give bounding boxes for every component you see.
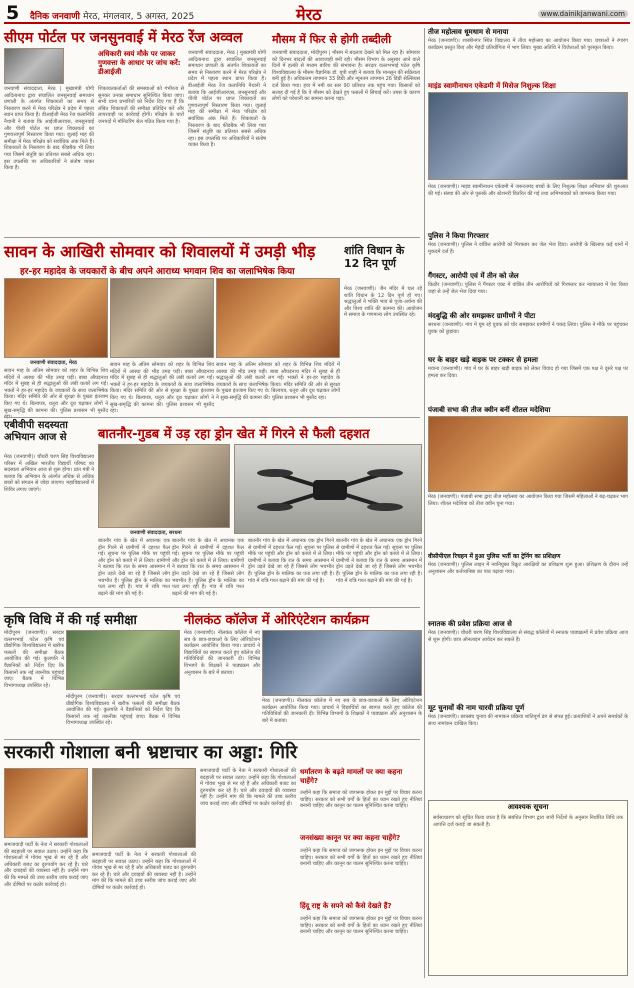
story5-caption: जनवाणी संवाददाता, सरधना [130, 530, 182, 536]
story2-body: जनवाणी संवाददाता, मोदीपुरम | मौसम में बदलाव देखने को मिल रहा है। सोमवार को दिनभर बादलों की आवाजाही बनी रही। मौसम विभाग के अनुसार आने वाले दिनों में हल्की से मध्यम बारिश की संभावना है। सरदार वल्लभभाई पटेल कृषि विश्वविद्यालय के मौसम वैज्ञानिक डॉ. यूपी शाही ने बताया कि मानसून की सक्रियता बनी हुई है। अधिकतम तापमान 33 डिग्री और न्यूनतम तापमान 26 डिग्री सेल्सियस दर्ज किया गया। हवा में नमी का स्तर 90 प्रतिशत तक पहुंच गया। किसानों को सलाह दी गई है कि वे मौसम को देखते हुए फसलों में सिंचाई करें। उमस के कारण लोगों को परेशानी का सामना करना पड़ा। [272, 50, 420, 103]
sidebar-item5-head: मंदबुद्धि की ओर समझकर ग्रामीणों ने पीटा [428, 312, 536, 320]
sidebar-item6-head: घर के बाहर खड़े बाइक पर टक्कर से हमला [428, 356, 538, 364]
notice-box [428, 800, 628, 976]
story8-photo1 [4, 768, 88, 838]
sidebar-item4-body: किठौर (जनवाणी)। पुलिस ने गैंगस्टर एक्ट में वांछित तीन आरोपियों को गिरफ्तार कर न्यायालय में पेश किया जहां से उन्हें जेल भेज दिया गया। [428, 282, 628, 295]
story7-body-col1: मेरठ (जनवाणी)। नीलकंठ कॉलेज में नए सत्र के छात्र-छात्राओं के लिए ओरिएंटेशन कार्यक्रम आयोजित किया गया। प्राचार्य ने विद्यार्थियों का स्वागत करते हुए कॉलेज की गतिविधियों की जानकारी दी। विभिन्न विभागों के शिक्षकों ने पाठ्यक्रम और अनुशासन के बारे में बताया। [184, 630, 260, 676]
story3-side-body: मेरठ (जनवाणी)। जैन मंदिर में चल रहे शांति विधान के 12 दिन पूर्ण हो गए। श्रद्धालुओं ने भक्ति भाव से पूजा-अर्चना की और विश्व शांति की कामना की। आयोजन में समाज के गणमान्य लोग उपस्थित रहे। [344, 286, 422, 319]
story8-body-col1: समाजवादी पार्टी के नेता ने सरकारी गोशालाओं की बदहाली पर सवाल उठाए। उन्होंने कहा कि गोशालाओं में गोवंश भूख से मर रहे हैं और अधिकारी बजट का दुरुपयोग कर रहे हैं। चारे और दवाइयों की व्यवस्था नहीं है। उन्होंने मांग की कि मामले की उच्च स्तरीय जांच कराई जाए और दोषियों पर कठोर कार्रवाई हो। [4, 842, 88, 888]
story5-body-col3: बातनौर गांव के खेत में अचानक एक ड्रोन गिरने से ग्रामीणों में दहशत फैल गई। सूचना पर पुलिस मौके पर पहुंची और ड्रोन को कब्जे में ले लिया। ग्रामीणों ने बताया कि रात के समय आसमान में ड्रोन उड़ते देखे जा रहे हैं जिससे लोग भयभीत हैं। पुलिस ड्रोन के मालिक का पता लगा रही है। गांव में रात्रि गश्त बढ़ाने की मांग की गई है। [248, 538, 334, 584]
story8-side-body2: उन्होंने कहा कि समाज को जागरूक होकर इन मुद्दों पर विचार करना चाहिए। सरकार को सभी वर्गों के हितों का ध्यान रखते हुए नीतियां बनानी चाहिए और कानून का पालन सुनिश्चित करना चाहिए। [300, 848, 422, 868]
story5-body-col1: बातनौर गांव के खेत में अचानक एक ड्रोन गिरने से ग्रामीणों में दहशत फैल गई। सूचना पर पुलिस मौके पर पहुंची और ड्रोन को कब्जे में ले लिया। ग्रामीणों ने बताया कि रात के समय आसमान में ड्रोन उड़ते देखे जा रहे हैं जिससे लोग भयभीत हैं। पुलिस ड्रोन के मालिक का पता लगा रही है। गांव में रात्रि गश्त बढ़ाने की मांग की गई है। [98, 538, 170, 597]
story1-cont: जनवाणी संवाददाता, मेरठ | मुख्यमंत्री योगी आदित्यनाथ द्वारा संचालित जनसुनवाई समाधान प्रणाली के अंतर्गत शिकायतों का समय से निस्तारण करने में मेरठ परिक्षेत्र ने प्रदेश में पहला स्थान प्राप्त किया है। डीआईजी मेरठ रेंज कलानिधि नैथानी ने बताया कि आईजीआरएस, जनसुनवाई और पीजी पोर्टल पर प्राप्त शिकायतों का गुणवत्तापूर्ण निस्तारण किया गया। जुलाई माह की समीक्षा में मेरठ परिक्षेत्र को सर्वाधिक अंक मिले हैं। शिकायतों के निस्तारण के बाद फीडबैक भी लिया गया जिसमें संतुष्टि का प्रतिशत सबसे अधिक रहा। इस उपलब्धि पर अधिकारियों ने संतोष व्यक्त किया है। [188, 50, 266, 149]
story5-body-col2: बातनौर गांव के खेत में अचानक एक ड्रोन गिरने से ग्रामीणों में दहशत फैल गई। सूचना पर पुलिस मौके पर पहुंची और ड्रोन को कब्जे में ले लिया। ग्रामीणों ने बताया कि रात के समय आसमान में ड्रोन उड़ते देखे जा रहे हैं जिससे लोग भयभीत हैं। पुलिस ड्रोन के मालिक का पता लगा रही है। गांव में रात्रि गश्त बढ़ाने की मांग की गई है। [172, 538, 244, 597]
story1-photo [4, 48, 64, 84]
sidebar-item7-photo [428, 416, 628, 492]
sidebar-item8-head: वीसीपीएल रिचहन में हुआ पुलिस भर्ती का ट्रेनिंग का प्रशिक्षण [428, 553, 561, 560]
story6-headline: कृषि विधि में की गई समीक्षा [4, 613, 137, 628]
story8-side-headline3: हिंदू राष्ट्र के सपने को कैसे देखते हैं? [300, 902, 392, 910]
masthead [4, 2, 630, 24]
story3-subhead: हर-हर महादेव के जयकारों के बीच अपने आराध्य भगवान शिव का जलाभिषेक किया [20, 267, 295, 277]
divider [4, 417, 420, 418]
sidebar-item1-head: तीज महोत्सव धूमधाम से मनाया [428, 28, 509, 36]
story3-side-headline: शांति विधान के 12 दिन पूर्ण [344, 244, 405, 270]
sidebar-item2-body: मेरठ (जनवाणी)। माइंड स्वामीनाथन एकेडमी में जरूरतमंद बच्चों के लिए निशुल्क शिक्षा अभियान की शुरुआत की गई। संस्था की ओर से पुस्तकें और स्टेशनरी वितरित की गई तथा अभिभावकों को जागरूक किया गया। [428, 184, 628, 197]
story5-photo-crowd [98, 444, 230, 528]
story7-body-col2: मेरठ (जनवाणी)। नीलकंठ कॉलेज में नए सत्र के छात्र-छात्राओं के लिए ओरिएंटेशन कार्यक्रम आयोजित किया गया। प्राचार्य ने विद्यार्थियों का स्वागत करते हुए कॉलेज की गतिविधियों की जानकारी दी। विभिन्न विभागों के शिक्षकों ने पाठ्यक्रम और अनुशासन के बारे में बताया। [262, 698, 422, 724]
story4-body: मेरठ (जनवाणी)। चौधरी चरण सिंह विश्वविद्यालय परिसर में अखिल भारतीय विद्यार्थी परिषद का सदस्यता अभियान आज से शुरू होगा। प्रांत मंत्री ने बताया कि अभियान के अंतर्गत अधिक से अधिक छात्रों को संगठन से जोड़ा जाएगा। महाविद्यालयों में शिविर लगाए जाएंगे। [4, 454, 94, 493]
notice-body: सर्वसाधारण को सूचित किया जाता है कि संबंधित विभाग द्वारा जारी निर्देशों के अनुसार निर्धारित तिथि तक आपत्ति दर्ज कराई जा सकती है। [433, 815, 623, 828]
story3-photo1 [4, 278, 108, 358]
story1-subhead-body: शिकायतकर्ताओं की समस्याओं को गंभीरता से सुनकर उनका समाधान सुनिश्चित किया जाए। सभी थाना प्रभारियों को निर्देश दिए गए हैं कि लंबित शिकायतों की समीक्षा प्रतिदिन करें और लापरवाही पर कार्रवाई होगी। परिक्षेत्र के चारों जनपदों में मॉनिटरिंग सेल गठित किया गया है। [98, 86, 184, 125]
story8-body-col2: समाजवादी पार्टी के नेता ने सरकारी गोशालाओं की बदहाली पर सवाल उठाए। उन्होंने कहा कि गोशालाओं में गोवंश भूख से मर रहे हैं और अधिकारी बजट का दुरुपयोग कर रहे हैं। चारे और दवाइयों की व्यवस्था नहीं है। उन्होंने मांग की कि मामले की उच्च स्तरीय जांच कराई जाए और दोषियों पर कठोर कार्रवाई हो। [92, 852, 196, 891]
story2-headline: मौसम में फिर से होगी तब्दीली [272, 33, 392, 46]
story8-body-col3: समाजवादी पार्टी के नेता ने सरकारी गोशालाओं की बदहाली पर सवाल उठाए। उन्होंने कहा कि गोशालाओं में गोवंश भूख से मर रहे हैं और अधिकारी बजट का दुरुपयोग कर रहे हैं। चारे और दवाइयों की व्यवस्था नहीं है। उन्होंने मांग की कि मामले की उच्च स्तरीय जांच कराई जाए और दोषियों पर कठोर कार्रवाई हो। [200, 768, 296, 807]
drone-icon [235, 445, 423, 535]
story8-side-headline2: जनसंख्या कानून पर क्या कहना चाहेंगे? [300, 834, 401, 842]
story1-body: जनवाणी संवाददाता, मेरठ | मुख्यमंत्री योगी आदित्यनाथ द्वारा संचालित जनसुनवाई समाधान प्रणाली के अंतर्गत शिकायतों का समय से निस्तारण करने में मेरठ परिक्षेत्र ने प्रदेश में पहला स्थान प्राप्त किया है। डीआईजी मेरठ रेंज कलानिधि नैथानी ने बताया कि आईजीआरएस, जनसुनवाई और पीजी पोर्टल पर प्राप्त शिकायतों का गुणवत्तापूर्ण निस्तारण किया गया। जुलाई माह की समीक्षा में मेरठ परिक्षेत्र को सर्वाधिक अंक मिले हैं। शिकायतों के निस्तारण के बाद फीडबैक भी लिया गया जिसमें संतुष्टि का प्रतिशत सबसे अधिक रहा। इस उपलब्धि पर अधिकारियों ने संतोष व्यक्त किया है। [4, 86, 94, 172]
notice-title: आवश्यक सूचना [507, 803, 549, 811]
sidebar-item8-body: मेरठ (जनवाणी)। पुलिस लाइन में नवनियुक्त रिक्रूट आरक्षियों का प्रशिक्षण शुरू हुआ। प्रशिक्षण के दौरान उन्हें अनुशासन और कर्तव्यनिष्ठा का पाठ पढ़ाया गया। [428, 562, 628, 575]
sidebar-item4-head: गैंगस्टर, आरोपी एवं में तीन को जेल [428, 272, 519, 280]
story3-photo3 [216, 278, 340, 358]
story6-body-col1: मोदीपुरम (जनवाणी)। सरदार वल्लभभाई पटेल कृषि एवं प्रौद्योगिक विश्वविद्यालय में खरीफ फसलों की समीक्षा बैठक आयोजित की गई। कुलपति ने वैज्ञानिकों को निर्देश दिए कि किसानों तक नई तकनीक पहुंचाई जाए। बैठक में विभिन्न विभागाध्यक्ष उपस्थित रहे। [4, 630, 64, 689]
story3-body-col2: सावन माह के अंतिम सोमवार को शहर के विभिन्न शिव मंदिरों में आस्था की भीड़ उमड़ पड़ी। बाबा औघड़नाथ मंदिर में सुबह से ही श्रद्धालुओं की लंबी कतारें लग गईं। भक्तों ने हर-हर महादेव के जयकारों के साथ जलाभिषेक किया। मंदिर समिति की ओर से सुरक्षा के पुख्ता इंतजाम किए गए थे। बिल्वपत्र, धतूरा और दूध चढ़ाकर लोगों ने सुख-समृद्धि की कामना की। पुलिस प्रशासन भी मुस्तैद रहा। [110, 362, 214, 415]
story3-body-col1: सावन माह के अंतिम सोमवार को शहर के विभिन्न शिव मंदिरों में आस्था की भीड़ उमड़ पड़ी। बाबा औघड़नाथ मंदिर में सुबह से ही श्रद्धालुओं की लंबी कतारें लग गईं। भक्तों ने हर-हर महादेव के जयकारों के साथ जलाभिषेक किया। मंदिर समिति की ओर से सुरक्षा के पुख्ता इंतजाम किए गए थे। बिल्वपत्र, धतूरा और दूध चढ़ाकर लोगों ने सुख-समृद्धि की कामना की। पुलिस प्रशासन भी मुस्तैद [4, 368, 108, 414]
story3-photo2 [110, 278, 214, 358]
paper-dateline [30, 9, 194, 22]
sidebar-item5-body: सरधना (जनवाणी)। गांव में घूम रहे युवक को चोर समझकर ग्रामीणों ने पकड़ लिया। पुलिस ने मौके पर पहुंचकर युवक को छुड़ाया। [428, 322, 628, 335]
story8-photo2 [92, 768, 196, 848]
story1-headline: सीएम पोर्टल पर जनसुनवाई में मेरठ रेंज अव्वल [4, 30, 243, 46]
sidebar-item9-head: स्नातक की प्रवेश प्रक्रिया आज से [428, 620, 512, 628]
sidebar-item9-body: मेरठ (जनवाणी)। चौधरी चरण सिंह विश्वविद्यालय से संबद्ध कॉलेजों में स्नातक पाठ्यक्रमों में प्रवेश प्रक्रिया आज से शुरू होगी। छात्र ऑनलाइन आवेदन कर सकते हैं। [428, 630, 628, 643]
sidebar-item7-head: पंजाबी सभा की तीज क्वीन बनीं शीतल मदेशिया [428, 406, 551, 414]
sidebar-item7-body: मेरठ (जनवाणी)। पंजाबी सभा द्वारा तीज महोत्सव का आयोजन किया गया जिसमें महिलाओं ने बढ़-चढ़कर भाग लिया। शीतल मदेशिया को तीज क्वीन चुना गया। [428, 494, 628, 507]
sidebar-item2-head: माइंड स्वामीनाथन एकेडमी में मिसेज निशुल्क शिक्षा [428, 82, 556, 90]
story3-caption: जनवाणी संवाददाता, मेरठ [30, 360, 77, 366]
sidebar-item2-photo [428, 92, 628, 180]
page-number: 5 [6, 2, 20, 24]
sidebar-item3-body: मेरठ (जनवाणी)। पुलिस ने वांछित आरोपी को गिरफ्तार कर जेल भेज दिया। आरोपी के खिलाफ कई थानों में मुकदमे दर्ज हैं। [428, 242, 628, 255]
story5-headline: बातनौर-गुडब में उड़ रहा ड्रोन खेत में गिरने से फैली दहशत [98, 427, 370, 442]
sidebar-item10-head: मूट चुनावों की नाम चारवी प्रक्रिया पूर्ण [428, 704, 525, 712]
section-title: मेरठ [296, 5, 322, 24]
story5-photo-drone [234, 444, 422, 534]
story8-headline: सरकारी गोशाला बनी भ्रष्टाचार का अड्डा: गिरि [4, 742, 298, 763]
column-divider [424, 28, 425, 978]
story7-photo [262, 630, 422, 696]
story3-body-col3: सावन माह के अंतिम सोमवार को शहर के विभिन्न शिव मंदिरों में आस्था की भीड़ उमड़ पड़ी। बाबा औघड़नाथ मंदिर में सुबह से ही श्रद्धालुओं की लंबी कतारें लग गईं। भक्तों ने हर-हर महादेव के जयकारों के साथ जलाभिषेक किया। मंदिर समिति की ओर से सुरक्षा के पुख्ता इंतजाम किए गए थे। बिल्वपत्र, धतूरा और दूध चढ़ाकर लोगों ने सुख-समृद्धि की कामना की। पुलिस प्रशासन भी मुस्तैद रहा। [216, 362, 340, 401]
paper-name: दैनिक जनवाणी [30, 12, 80, 22]
story6-photo [66, 630, 180, 690]
story5-body-col4: बातनौर गांव के खेत में अचानक एक ड्रोन गिरने से ग्रामीणों में दहशत फैल गई। सूचना पर पुलिस मौके पर पहुंची और ड्रोन को कब्जे में ले लिया। ग्रामीणों ने बताया कि रात के समय आसमान में ड्रोन उड़ते देखे जा रहे हैं जिससे लोग भयभीत हैं। पुलिस ड्रोन के मालिक का पता लगा रही है। गांव में रात्रि गश्त बढ़ाने की मांग की गई है। [336, 538, 422, 584]
sidebar-item10-body: मेरठ (जनवाणी)। छात्रसंघ चुनाव की नामांकन प्रक्रिया शांतिपूर्ण ढंग से संपन्न हुई। प्रत्याशियों ने अपने समर्थकों के साथ नामांकन दाखिल किए। [428, 714, 628, 727]
story8-side-body3: उन्होंने कहा कि समाज को जागरूक होकर इन मुद्दों पर विचार करना चाहिए। सरकार को सभी वर्गों के हितों का ध्यान रखते हुए नीतियां बनानी चाहिए और कानून का पालन सुनिश्चित करना चाहिए। [300, 916, 422, 936]
divider [4, 237, 420, 238]
story6-body-col2: मोदीपुरम (जनवाणी)। सरदार वल्लभभाई पटेल कृषि एवं प्रौद्योगिक विश्वविद्यालय में खरीफ फसलों की समीक्षा बैठक आयोजित की गई। कुलपति ने वैज्ञानिकों को निर्देश दिए कि किसानों तक नई तकनीक पहुंचाई जाए। बैठक में विभिन्न विभागाध्यक्ष उपस्थित रहे। [66, 694, 180, 727]
story8-side-headline1: धर्मांतरण के बढ़ते मामलों पर क्या कहना चाहेंगे? [300, 768, 403, 785]
story7-headline: नीलकंठ कॉलेज में ओरिएंटेशन कार्यक्रम [184, 613, 370, 628]
website-link[interactable]: www.dainikjanwani.com [538, 10, 628, 18]
divider [4, 607, 420, 608]
story3-headline: सावन के आखिरी सोमवार को शिवालयों में उमड़ी भीड़ [4, 242, 316, 261]
sidebar-item6-body: मवाना (जनवाणी)। गांव में घर के बाहर खड़ी बाइक को लेकर विवाद हो गया जिसमें एक पक्ष ने दूसरे पक्ष पर हमला कर दिया। [428, 366, 628, 379]
story8-side-body1: उन्होंने कहा कि समाज को जागरूक होकर इन मुद्दों पर विचार करना चाहिए। सरकार को सभी वर्गों के हितों का ध्यान रखते हुए नीतियां बनानी चाहिए और कानून का पालन सुनिश्चित करना चाहिए। [300, 790, 422, 810]
story1-subhead: अधिकारी स्वयं मौके पर जाकर गुणवत्ता के आधार पर जांच करें: डीआईजी [98, 50, 181, 76]
sidebar-item1-body: मेरठ (जनवाणी)। शास्त्रीनगर स्थित विद्यालय में तीज महोत्सव का आयोजन किया गया। छात्राओं ने रंगारंग कार्यक्रम प्रस्तुत किए और मेहंदी प्रतियोगिता में भाग लिया। मुख्य अतिथि ने विजेताओं को पुरस्कृत किया। [428, 38, 628, 51]
sidebar-item3-head: पुलिस ने किया गिरफ्तार [428, 232, 489, 240]
dateline: मेरठ, मंगलवार, 5 अगस्त, 2025 [83, 12, 195, 22]
story4-headline: एबीवीपी सदस्यता अभियान आज से [4, 420, 68, 443]
